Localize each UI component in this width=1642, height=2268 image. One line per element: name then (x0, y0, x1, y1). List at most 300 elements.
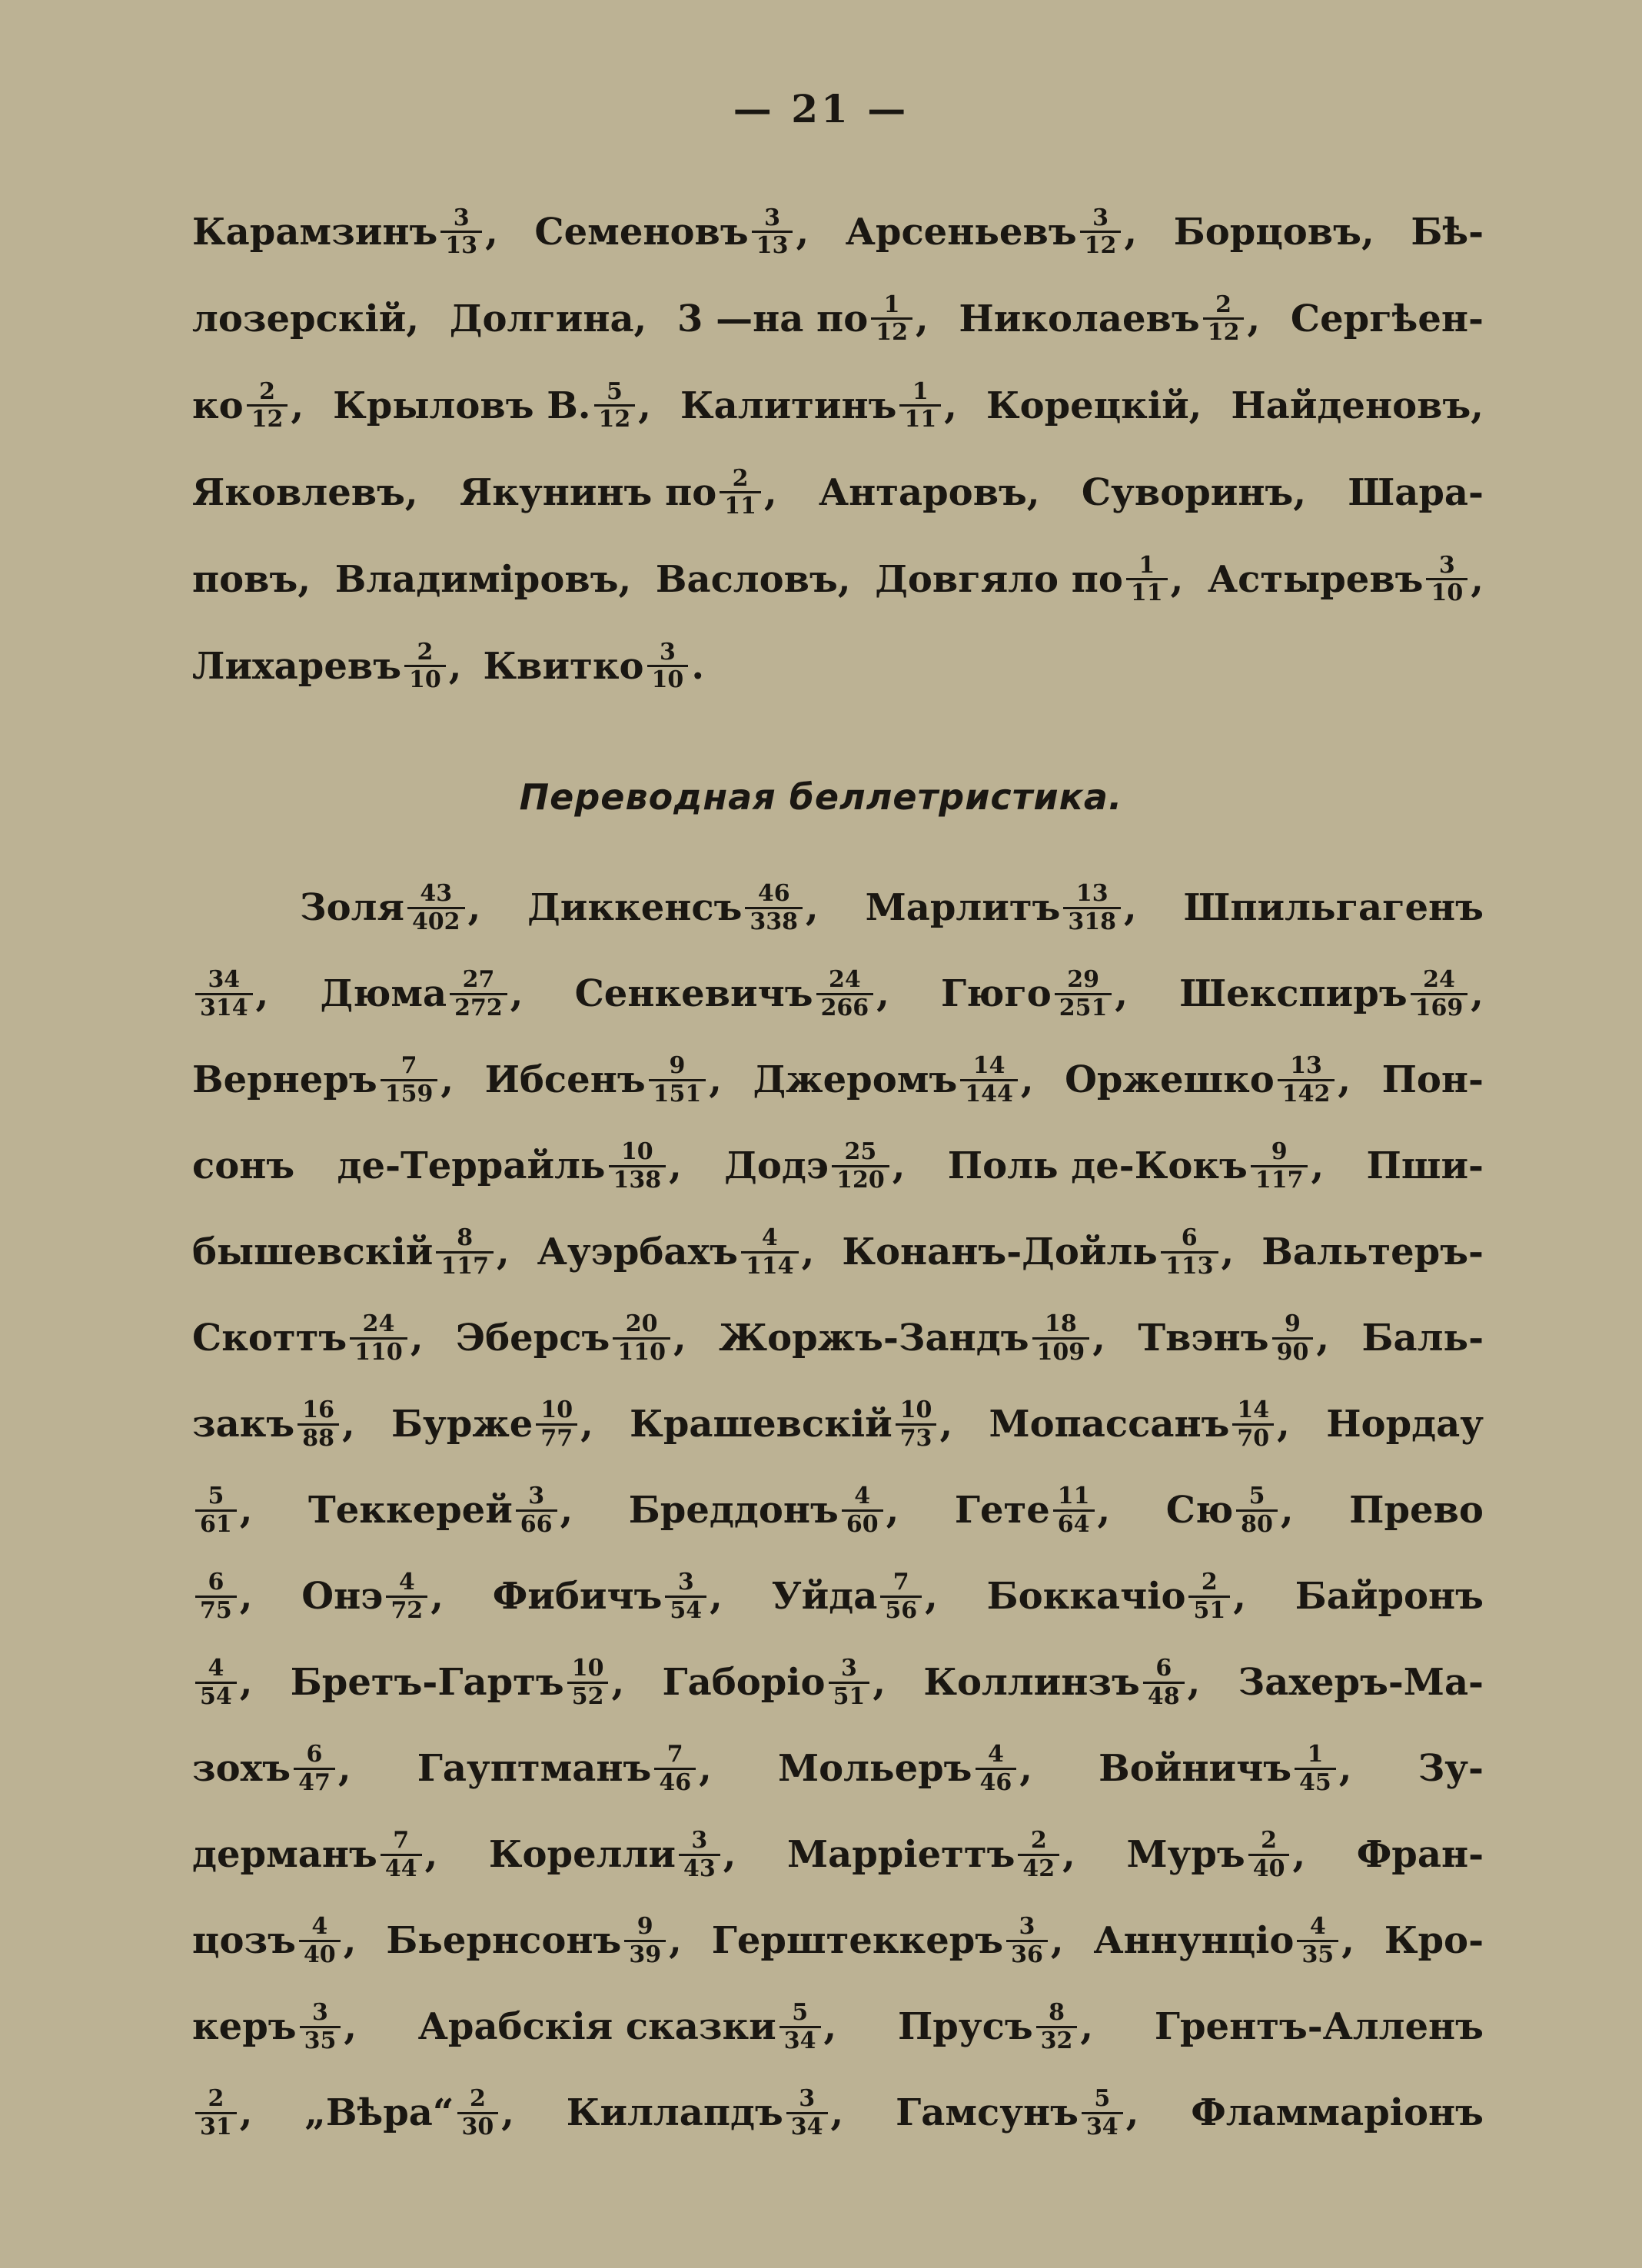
fraction-denominator: 54 (195, 1682, 237, 1709)
fraction-denominator: 77 (536, 1423, 577, 1451)
punctuation: , (344, 2005, 357, 2048)
count-fraction (297, 1398, 339, 1450)
punctuation: , (796, 210, 809, 254)
fraction-numerator: 5 (1094, 2085, 1111, 2112)
author-entry (955, 1484, 1110, 1536)
author-name: керъ (192, 2005, 297, 2048)
text-line (192, 951, 1484, 1037)
fraction-numerator: 6 (1155, 1655, 1172, 1682)
fraction-denominator: 44 (381, 1854, 422, 1881)
author-entry (333, 377, 651, 433)
punctuation: , (1338, 1747, 1352, 1790)
author-name: Мольеръ (778, 1747, 972, 1790)
punctuation: , (1311, 1144, 1325, 1187)
fraction-numerator: 10 (620, 1138, 653, 1165)
author-name: Борцовъ, (1173, 210, 1374, 254)
punctuation: , (669, 1919, 682, 1962)
punctuation: , (1020, 1058, 1034, 1101)
text-line (192, 1037, 1484, 1123)
count-fraction (436, 1226, 494, 1278)
count-fraction (457, 2087, 499, 2139)
author-name: цозъ (192, 1919, 296, 1962)
author-entry (192, 558, 311, 601)
author-name: Захеръ-Ма- (1238, 1661, 1484, 1704)
fraction-denominator: 10 (404, 665, 446, 692)
author-entry (724, 1140, 905, 1192)
author-name: Оржешко (1065, 1058, 1275, 1101)
count-fraction (407, 882, 465, 934)
author-entry (842, 1226, 1234, 1278)
author-name: Прусъ (897, 2005, 1033, 2048)
fraction-numerator: 2 (1215, 291, 1232, 318)
fraction-denominator: 402 (407, 907, 465, 935)
count-fraction (842, 1484, 883, 1536)
fraction-numerator: 3 (799, 2085, 816, 2112)
count-fraction (1295, 1742, 1336, 1795)
count-fraction (665, 1570, 706, 1622)
author-name: Теккерей (307, 1489, 513, 1532)
count-fraction (609, 1140, 666, 1192)
author-entry (485, 1054, 722, 1106)
punctuation: , (239, 1575, 253, 1618)
author-name: Байронъ (1295, 1575, 1484, 1618)
count-fraction (594, 377, 636, 433)
author-entry (534, 206, 809, 258)
punctuation: , (873, 1661, 886, 1704)
author-entry (192, 1398, 355, 1450)
punctuation: , (1233, 1575, 1246, 1618)
author-name: Аннунціо (1093, 1919, 1295, 1962)
fraction-denominator: 13 (440, 231, 482, 258)
author-name: Марлитъ (865, 886, 1061, 929)
count-fraction (624, 1914, 666, 1967)
fraction-numerator: 3 (841, 1655, 857, 1682)
punctuation: , (291, 384, 304, 427)
fraction-numerator: 9 (669, 1052, 686, 1079)
author-entry (662, 1656, 886, 1708)
page-number: — 21 — (733, 86, 909, 131)
fraction-numerator: 2 (469, 2085, 486, 2112)
count-fraction (381, 1054, 438, 1106)
fraction-numerator: 18 (1045, 1310, 1077, 1337)
fraction-numerator: 2 (732, 464, 749, 492)
author-name: Герштеккеръ (711, 1919, 1004, 1962)
punctuation: , (1124, 210, 1138, 254)
fraction-denominator: 12 (594, 404, 636, 432)
count-fraction (976, 1742, 1017, 1795)
count-fraction (195, 1484, 237, 1536)
text-line (192, 188, 1484, 275)
author-name: Уйда (771, 1575, 878, 1618)
author-entry (192, 206, 498, 258)
count-fraction (300, 2001, 341, 2053)
author-entry (846, 206, 1137, 258)
fraction-denominator: 54 (665, 1596, 706, 1623)
fraction-denominator: 169 (1411, 993, 1468, 1021)
fraction-denominator: 32 (1036, 2026, 1078, 2054)
fraction-denominator: 251 (1055, 993, 1112, 1021)
fraction-numerator: 10 (571, 1655, 604, 1682)
fraction-denominator: 114 (741, 1251, 799, 1279)
punctuation: , (501, 2091, 514, 2134)
count-fraction (1063, 882, 1121, 934)
author-name: Дюма (320, 972, 447, 1015)
author-entry (192, 1484, 252, 1536)
punctuation: , (1170, 557, 1184, 601)
author-entry (712, 1914, 1064, 1967)
count-fraction (450, 968, 507, 1020)
count-fraction (1272, 1312, 1314, 1364)
count-fraction (299, 1914, 341, 1967)
author-name: Прево (1349, 1489, 1484, 1532)
author-name: Довгяло по (875, 557, 1123, 601)
count-fraction (871, 293, 912, 345)
punctuation: , (255, 972, 269, 1015)
fraction-denominator: 120 (832, 1165, 889, 1193)
author-entry (1208, 553, 1484, 606)
author-name: ко (192, 384, 244, 427)
author-entry (753, 1054, 1033, 1106)
fraction-denominator: 51 (1188, 1596, 1230, 1623)
fraction-denominator: 159 (381, 1079, 438, 1107)
author-name: Николаевъ (959, 297, 1200, 340)
author-name: Найденовъ, (1231, 384, 1484, 427)
author-name: бышевскій (192, 1230, 434, 1273)
count-fraction (195, 968, 253, 1020)
author-name: Владиміровъ, (334, 557, 632, 601)
punctuation: , (1280, 1489, 1294, 1532)
punctuation: , (1341, 1919, 1354, 1962)
author-entry (192, 297, 419, 340)
fraction-denominator: 13 (752, 231, 793, 258)
fraction-denominator: 66 (516, 1509, 557, 1537)
text-line (192, 536, 1484, 623)
author-entry (1099, 1742, 1351, 1795)
punctuation: , (876, 972, 889, 1015)
fraction-denominator: 12 (247, 404, 288, 432)
count-fraction (880, 1570, 922, 1622)
author-name: Ибсенъ (484, 1058, 646, 1101)
punctuation: , (669, 1144, 682, 1187)
count-fraction (1426, 553, 1467, 606)
author-entry (630, 1398, 952, 1450)
punctuation: , (925, 1575, 938, 1618)
author-entry (875, 553, 1183, 606)
count-fraction (745, 882, 803, 934)
author-entry (1384, 1919, 1484, 1962)
fraction-denominator: 56 (880, 1596, 922, 1623)
author-entry (677, 293, 929, 345)
count-fraction (1055, 968, 1112, 1020)
author-entry (537, 1226, 815, 1278)
punctuation: , (1221, 1230, 1235, 1273)
fraction-denominator: 11 (899, 404, 941, 432)
punctuation: , (485, 210, 498, 254)
author-entry (192, 1914, 356, 1967)
punctuation: , (1471, 557, 1484, 601)
author-entry (459, 464, 777, 520)
punctuation: , (723, 1833, 736, 1876)
punctuation: , (1187, 1661, 1201, 1704)
author-name: Калитинъ (680, 384, 897, 427)
count-fraction (386, 1570, 427, 1622)
punctuation: , (337, 1747, 351, 1790)
fraction-denominator: 110 (613, 1337, 670, 1365)
author-name: Крыловъ В. (333, 384, 591, 427)
count-fraction (779, 2001, 821, 2053)
fraction-denominator: 12 (1080, 231, 1122, 258)
author-name: сонъ (192, 1144, 295, 1187)
fraction-numerator: 1 (883, 291, 900, 318)
fraction-numerator: 2 (417, 638, 434, 666)
author-entry (192, 1144, 294, 1187)
author-entry (192, 2001, 357, 2053)
fraction-numerator: 4 (761, 1224, 778, 1251)
author-name: Бретъ-Гартъ (290, 1661, 564, 1704)
count-fraction (1236, 1484, 1278, 1536)
fraction-numerator: 25 (844, 1138, 877, 1165)
author-name: Долгина, (449, 297, 647, 340)
author-entry (192, 471, 418, 514)
author-entry (192, 1742, 351, 1795)
author-entry (418, 2001, 836, 2053)
punctuation: , (1292, 1833, 1306, 1876)
author-name: Якунинъ по (459, 470, 717, 514)
fraction-denominator: 35 (1297, 1940, 1338, 1967)
fraction-numerator: 1 (912, 377, 929, 405)
count-fraction (567, 1656, 609, 1708)
fraction-numerator: 9 (1271, 1138, 1288, 1165)
author-entry (1367, 1144, 1484, 1187)
fraction-numerator: 4 (398, 1569, 415, 1596)
fraction-denominator: 30 (457, 2112, 499, 2140)
punctuation: , (806, 886, 819, 929)
author-entry (719, 1312, 1105, 1364)
author-entry (300, 882, 480, 934)
author-entry (987, 1570, 1246, 1622)
author-entry (1349, 1489, 1484, 1532)
author-name: Пши- (1366, 1144, 1484, 1187)
authors-paragraph-translated (192, 865, 1484, 2156)
author-entry (192, 968, 268, 1020)
fraction-denominator: 144 (960, 1079, 1018, 1107)
punctuation: , (1080, 2005, 1094, 2048)
fraction-numerator: 14 (972, 1052, 1005, 1079)
fraction-numerator: 7 (666, 1741, 683, 1768)
punctuation: , (915, 297, 929, 340)
fraction-numerator: 3 (312, 1999, 328, 2026)
author-entry (192, 1570, 252, 1622)
punctuation: , (341, 1403, 355, 1446)
fraction-numerator: 20 (625, 1310, 658, 1337)
author-name: Пон- (1381, 1058, 1484, 1101)
author-entry (989, 1398, 1290, 1450)
fraction-denominator: 110 (350, 1337, 407, 1365)
punctuation: , (763, 470, 777, 514)
fraction-numerator: 3 (1019, 1913, 1035, 1940)
author-name: Золя (300, 886, 404, 929)
punctuation: , (710, 1575, 723, 1618)
author-entry (787, 1828, 1075, 1881)
author-entry (192, 1226, 510, 1278)
author-entry (1184, 886, 1484, 929)
count-fraction (786, 2087, 828, 2139)
fraction-numerator: 3 (764, 204, 781, 231)
author-name: Квитко (483, 644, 644, 688)
count-fraction (1053, 1484, 1095, 1536)
count-fraction (960, 1054, 1018, 1106)
count-fraction (649, 1054, 706, 1106)
fraction-denominator: 117 (1251, 1165, 1308, 1193)
author-entry (493, 1570, 723, 1622)
author-name: Джеромъ (753, 1058, 958, 1101)
count-fraction (1082, 2087, 1123, 2139)
count-fraction (1188, 1570, 1230, 1622)
fraction-denominator: 46 (654, 1768, 696, 1795)
count-fraction (829, 1656, 870, 1708)
fraction-denominator: 12 (1203, 317, 1245, 345)
author-name: Вальтеръ- (1261, 1230, 1484, 1273)
fraction-numerator: 7 (401, 1052, 417, 1079)
fraction-denominator: 113 (1161, 1251, 1218, 1279)
author-entry (1138, 1312, 1329, 1364)
author-name: Киллапдъ (566, 2091, 783, 2134)
count-fraction (899, 377, 941, 433)
author-name: Зу- (1418, 1747, 1484, 1790)
count-fraction (832, 1140, 889, 1192)
text-line (192, 449, 1484, 536)
author-name: Гауптманъ (417, 1747, 652, 1790)
fraction-denominator: 272 (450, 993, 507, 1021)
author-name: Сю (1165, 1489, 1234, 1532)
author-entry (1291, 297, 1484, 340)
author-name: Боккачіо (986, 1575, 1186, 1618)
fraction-denominator: 314 (195, 993, 253, 1021)
fraction-numerator: 3 (677, 1569, 694, 1596)
fraction-numerator: 10 (899, 1396, 932, 1423)
punctuation: , (467, 886, 481, 929)
punctuation: , (823, 2005, 837, 2048)
fraction-numerator: 14 (1237, 1396, 1270, 1423)
fraction-denominator: 48 (1143, 1682, 1185, 1709)
punctuation: , (560, 1489, 573, 1532)
author-entry (192, 1054, 454, 1106)
fraction-numerator: 24 (829, 966, 861, 993)
author-entry (778, 1742, 1032, 1795)
count-fraction (1161, 1226, 1218, 1278)
fraction-numerator: 5 (208, 1483, 224, 1509)
fraction-numerator: 2 (208, 2085, 224, 2112)
fraction-numerator: 1 (1138, 551, 1155, 579)
punctuation: , (944, 384, 957, 427)
fraction-numerator: 6 (306, 1741, 323, 1768)
punctuation: , (343, 1919, 357, 1962)
author-name: Мопассанъ (989, 1403, 1230, 1446)
punctuation: . (691, 644, 705, 688)
punctuation: , (1124, 886, 1137, 929)
author-name: Кро- (1384, 1919, 1484, 1962)
punctuation: , (1338, 1058, 1351, 1101)
fraction-denominator: 42 (1018, 1854, 1059, 1881)
author-name: Войничъ (1099, 1747, 1292, 1790)
fraction-denominator: 36 (1006, 1940, 1048, 1967)
author-entry (386, 1914, 682, 1967)
fraction-numerator: 43 (420, 880, 453, 907)
author-entry (656, 558, 851, 601)
count-fraction (536, 1398, 577, 1450)
author-name: де-Террайль (337, 1144, 606, 1187)
punctuation: , (1062, 1833, 1075, 1876)
text-line (192, 623, 1484, 709)
punctuation: , (1019, 1747, 1032, 1790)
author-name: Твэнъ (1138, 1317, 1269, 1360)
fraction-numerator: 11 (1057, 1483, 1090, 1509)
author-entry (567, 2087, 843, 2139)
count-fraction (647, 640, 689, 692)
author-name: зохъ (192, 1747, 291, 1790)
fraction-denominator: 117 (436, 1251, 494, 1279)
count-fraction (1297, 1914, 1338, 1967)
author-name: Конанъ-Дойль (842, 1230, 1158, 1273)
fraction-denominator: 72 (386, 1596, 427, 1623)
punctuation: , (239, 1489, 253, 1532)
fraction-denominator: 52 (567, 1682, 609, 1709)
author-name: Корецкій, (986, 384, 1202, 427)
fraction-denominator: 40 (299, 1940, 341, 1967)
fraction-numerator: 9 (1285, 1310, 1301, 1337)
fraction-denominator: 60 (842, 1509, 883, 1537)
punctuation: , (673, 1317, 686, 1360)
text-line (192, 1811, 1484, 1898)
author-entry (866, 882, 1137, 934)
text-line (192, 1725, 1484, 1811)
count-fraction (381, 1828, 422, 1881)
author-name: Поль де-Кокъ (947, 1144, 1248, 1187)
author-entry (192, 1656, 252, 1708)
count-fraction (195, 2087, 237, 2139)
author-entry (1261, 1230, 1484, 1273)
fraction-denominator: 10 (647, 665, 689, 692)
author-entry (489, 1828, 736, 1881)
author-name: Лихаревъ (192, 644, 402, 688)
text-line (192, 2070, 1484, 2156)
fraction-denominator: 266 (816, 993, 874, 1021)
count-fraction (404, 640, 446, 692)
punctuation: , (1471, 972, 1484, 1015)
author-name: Додэ (724, 1144, 829, 1187)
punctuation: , (939, 1403, 953, 1446)
fraction-denominator: 40 (1248, 1854, 1290, 1881)
text-line (192, 1984, 1484, 2070)
fraction-denominator: 39 (624, 1940, 666, 1967)
author-name: Грентъ-Алленъ (1154, 2005, 1484, 2048)
author-name: Фламмаріонъ (1191, 2091, 1484, 2134)
punctuation: , (699, 1747, 712, 1790)
section-heading: Переводная беллетристика. (519, 776, 1123, 818)
punctuation: , (239, 2091, 253, 2134)
fraction-denominator: 34 (1082, 2112, 1123, 2140)
punctuation: , (580, 1403, 593, 1446)
punctuation: , (886, 1489, 899, 1532)
punctuation: , (1097, 1489, 1111, 1532)
text-line (192, 865, 1484, 951)
author-name: Бурже (391, 1403, 533, 1446)
fraction-numerator: 7 (892, 1569, 909, 1596)
count-fraction (1036, 2001, 1078, 2053)
author-entry (1357, 1833, 1484, 1876)
punctuation: , (496, 1230, 510, 1273)
punctuation: , (801, 1230, 815, 1273)
